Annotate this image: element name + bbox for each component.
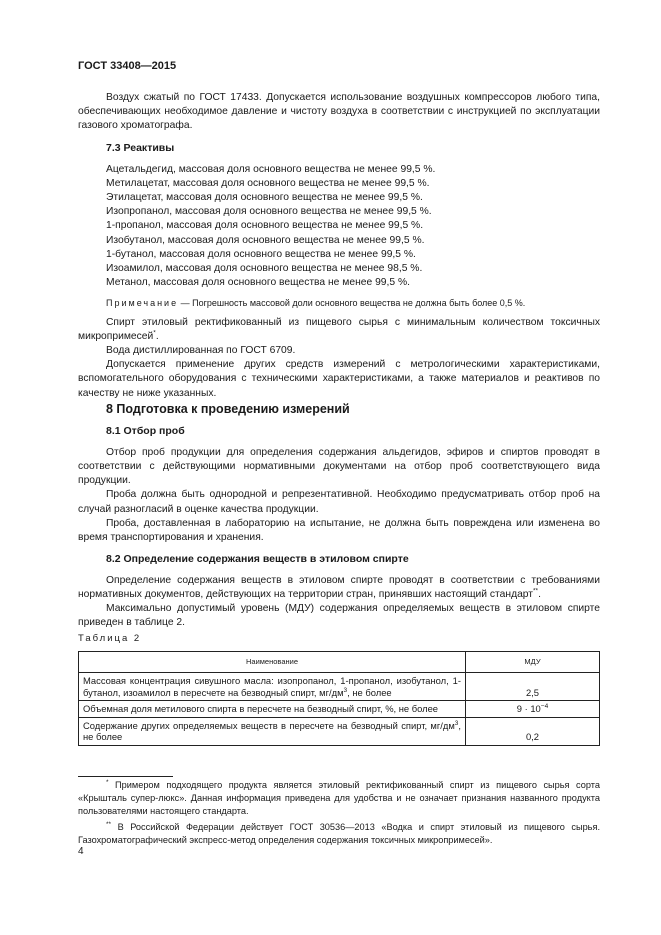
list-item: Ацетальдегид, массовая доля основного вещества не менее 99,5 %.: [106, 164, 436, 176]
table-cell-name: [79, 717, 466, 745]
footnote: [78, 821, 600, 847]
note-label: Примечание: [106, 297, 179, 308]
table-cell-value: 0,2: [466, 717, 600, 745]
superscript: 3: [343, 686, 348, 694]
note-text: — Погрешность массовой доли основного вещества не должна быть более 0,5 %.: [178, 297, 526, 308]
section-8: [78, 402, 600, 630]
subsection-heading: 8.1 Отбор проб: [106, 425, 185, 438]
superscript: 3: [454, 719, 459, 727]
superscript: −4: [540, 702, 549, 710]
table-cell-name: [79, 673, 466, 701]
list-item: 1-пропанол, массовая доля основного вещества не менее 99,5 %.: [106, 220, 424, 232]
section-heading: 7.3 Реактивы: [106, 142, 175, 154]
column-header: МДУ: [466, 652, 600, 673]
table-2: [78, 651, 600, 746]
footnote-text: Примером подходящего продукта является этиловый ректификованный спирт из пищевого сырья сорта «Крышталь супер-люкс». Данная информация приведена для удобства и не означает признания названного продукта пользователями настоящего стандарта.: [78, 780, 600, 816]
list-item: Этилацетат, массовая доля основного вещества не менее 99,5 %.: [106, 192, 423, 204]
paragraph: [78, 574, 600, 602]
paragraph: Проба, доставленная в лабораторию на испытание, не должна быть повреждена или изменена во время транспортирования и хранения.: [78, 517, 600, 543]
table-row: [79, 701, 600, 718]
paragraph-text-end: .: [538, 589, 541, 601]
column-header: Наименование: [79, 652, 466, 673]
table-header-row: [79, 652, 600, 673]
section-7-3: [78, 141, 600, 401]
footnote-mark: *: [106, 778, 109, 786]
list-item: Метилацетат, массовая доля основного вещества не менее 99,5 %.: [106, 178, 430, 190]
table-row: [79, 673, 600, 701]
intro-section: [78, 91, 600, 133]
table-cell-value: [466, 701, 600, 718]
list-item: Изоамилол, массовая доля основного вещества не менее 98,5 %.: [106, 262, 423, 274]
cell-text-end: , не более: [347, 686, 392, 698]
paragraph: Вода дистиллированная по ГОСТ 6709.: [106, 345, 296, 357]
paragraph: Отбор проб продукции для определения содержания альдегидов, эфиров и спиртов проводят в соответствии с действующими нормативными документами на отбор проб соответствующего вида продукции.: [78, 447, 600, 487]
paragraph: Максимально допустимый уровень (МДУ) содержания определяемых веществ в этиловом спирте приведен в таблице 2.: [78, 603, 600, 629]
list-item: Изобутанол, массовая доля основного вещества не менее 99,5 %.: [106, 234, 425, 246]
paragraph: Допускается применение других средств измерений с метрологическими характеристиками, вспомогательного оборудования с техническими характеристиками, а также материалов и реактивов по качеству не ниже указанных.: [78, 359, 600, 399]
footnote-text: В Российской Федерации действует ГОСТ 30536—2013 «Водка и спирт этиловый из пищевого сырья. Газохроматографический экспресс-метод определения содержания токсичных микропримесей».: [78, 822, 600, 845]
document-header: ГОСТ 33408—2015: [78, 60, 177, 72]
page-number: 4: [78, 846, 84, 857]
intro-paragraph: Воздух сжатый по ГОСТ 17433. Допускается использование воздушных компрессоров любого типа, обеспечивающих необходимое давление и чистоту воздуха в соответствии с инструкцией по эксплуатации газового хроматографа.: [78, 92, 600, 132]
cell-text: Массовая концентрация сивушного масла: изопропанол, 1-пропанол, изобутанол, 1-бутанол, изоамилол в пересчете на безводный спирт, мг/дм: [83, 675, 461, 698]
section-heading: 8 Подготовка к проведению измерений: [106, 402, 350, 416]
table-cell-value: 2,5: [466, 673, 600, 701]
footnote: [78, 779, 600, 818]
paragraph: Проба должна быть однородной и репрезентативной. Необходимо предусматривать отбор проб на случай разногласий в оценке качества продукции.: [78, 489, 600, 515]
paragraph-text: Спирт этиловый ректификованный из пищевого сырья с минимальным количеством токсичных микропримесей: [78, 317, 600, 343]
list-item: Изопропанол, массовая доля основного вещества не менее 99,5 %.: [106, 206, 432, 218]
list-item: 1-бутанол, массовая доля основного вещества не менее 99,5 %.: [106, 248, 416, 260]
footnote-ref[interactable]: *: [153, 329, 156, 337]
note: [78, 296, 600, 310]
footnotes: [78, 779, 600, 847]
paragraph-text-end: .: [155, 331, 159, 343]
list-item: Метанол, массовая доля основного вещества не менее 99,5 %.: [106, 276, 410, 288]
cell-text-end: , не более: [83, 719, 461, 743]
cell-text: 9 · 10: [516, 703, 541, 715]
paragraph: [78, 316, 600, 344]
cell-text: Содержание других определяемых веществ в пересчете на безводный спирт, мг/дм: [83, 719, 455, 731]
footnote-divider: [78, 776, 173, 777]
footnote-mark: **: [106, 820, 112, 828]
table-caption: Таблица 2: [78, 633, 142, 644]
subsection-heading: 8.2 Определение содержания веществ в этиловом спирте: [106, 552, 409, 565]
footnote-ref[interactable]: **: [533, 587, 539, 595]
table-cell-name: Объемная доля метилового спирта в пересчете на безводный спирт, %, не более: [79, 701, 466, 718]
paragraph-text: Определение содержания веществ в этиловом спирте проводят в соответствии с требованиями нормативных документов, действующих на территории стран, принявших настоящий стандарт: [78, 574, 600, 601]
table-row: [79, 717, 600, 745]
table-2-section: [78, 632, 600, 746]
